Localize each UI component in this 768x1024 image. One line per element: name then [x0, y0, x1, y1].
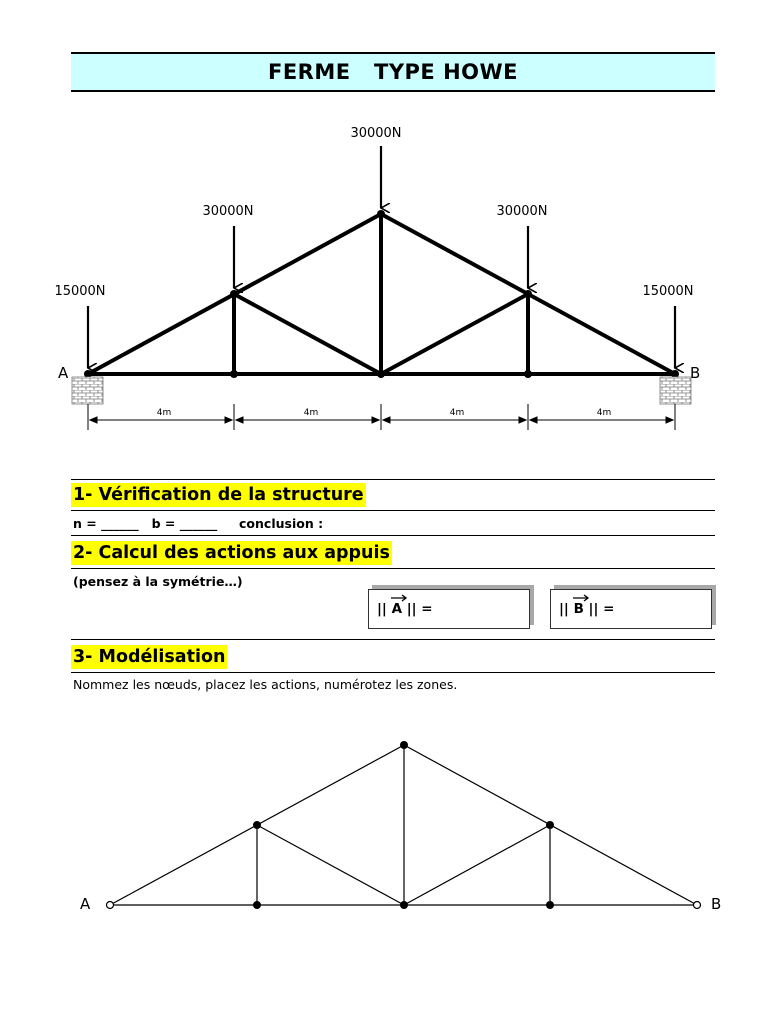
load-label: 15000N — [54, 284, 106, 299]
diagonal-left — [234, 294, 381, 374]
reaction-a-box[interactable] — [368, 589, 530, 629]
norm-open: || — [377, 601, 392, 617]
support-left-icon — [72, 377, 103, 404]
dimension-lines — [88, 404, 675, 430]
norm-close: || = — [402, 601, 433, 617]
node — [546, 901, 554, 909]
rule — [71, 479, 715, 480]
model-node-label-a: A — [80, 895, 91, 913]
reaction-a-label — [377, 601, 433, 617]
node — [377, 210, 385, 218]
node — [230, 290, 238, 298]
vector-letter: A — [391, 601, 403, 617]
node — [546, 821, 554, 829]
page-title: FERME TYPE HOWE — [267, 60, 519, 84]
rule — [71, 535, 715, 536]
section-3-heading: 3- Modélisation — [73, 647, 226, 667]
support-label-a: A — [58, 364, 69, 382]
vector-arrow-icon — [572, 594, 590, 602]
model-node-label-b: B — [711, 895, 722, 913]
reaction-b-label — [559, 601, 614, 617]
span-label: 4m — [156, 408, 172, 418]
span-label: 4m — [303, 408, 319, 418]
node — [230, 370, 238, 378]
hinge-right-icon — [694, 902, 701, 909]
verification-line: n = ______ b = ______ conclusion : — [73, 516, 324, 531]
span-label: 4m — [596, 408, 612, 418]
vector-b — [574, 601, 584, 617]
rule — [71, 568, 715, 569]
node — [253, 901, 261, 909]
vector-arrow-icon — [390, 594, 408, 602]
section-2-heading: 2- Calcul des actions aux appuis — [73, 543, 390, 563]
model-truss-members — [110, 745, 697, 905]
norm-close: || = — [583, 601, 615, 617]
load-label: 30000N — [496, 204, 548, 219]
support-right-icon — [660, 377, 691, 404]
vector-letter: B — [573, 601, 584, 617]
norm-open: || — [559, 601, 574, 617]
load-label: 30000N — [350, 126, 402, 141]
node — [524, 290, 532, 298]
rule — [71, 639, 715, 640]
vector-a — [392, 601, 402, 617]
node — [377, 370, 385, 378]
section-1-heading: 1- Vérification de la structure — [73, 485, 364, 505]
span-label: 4m — [449, 408, 465, 418]
truss-members — [88, 214, 675, 374]
node — [253, 821, 261, 829]
symmetry-hint: (pensez à la symétrie…) — [73, 574, 243, 589]
load-label: 30000N — [202, 204, 254, 219]
node — [400, 901, 408, 909]
support-label-b: B — [690, 364, 701, 382]
diagonal-right — [381, 294, 528, 374]
reaction-b-box[interactable] — [550, 589, 712, 629]
modelisation-instruction: Nommez les nœuds, placez les actions, numérotez les zones. — [73, 677, 458, 692]
hinge-left-icon — [107, 902, 114, 909]
rule — [71, 672, 715, 673]
rule — [71, 510, 715, 511]
node — [524, 370, 532, 378]
load-label: 15000N — [642, 284, 694, 299]
node — [400, 741, 408, 749]
